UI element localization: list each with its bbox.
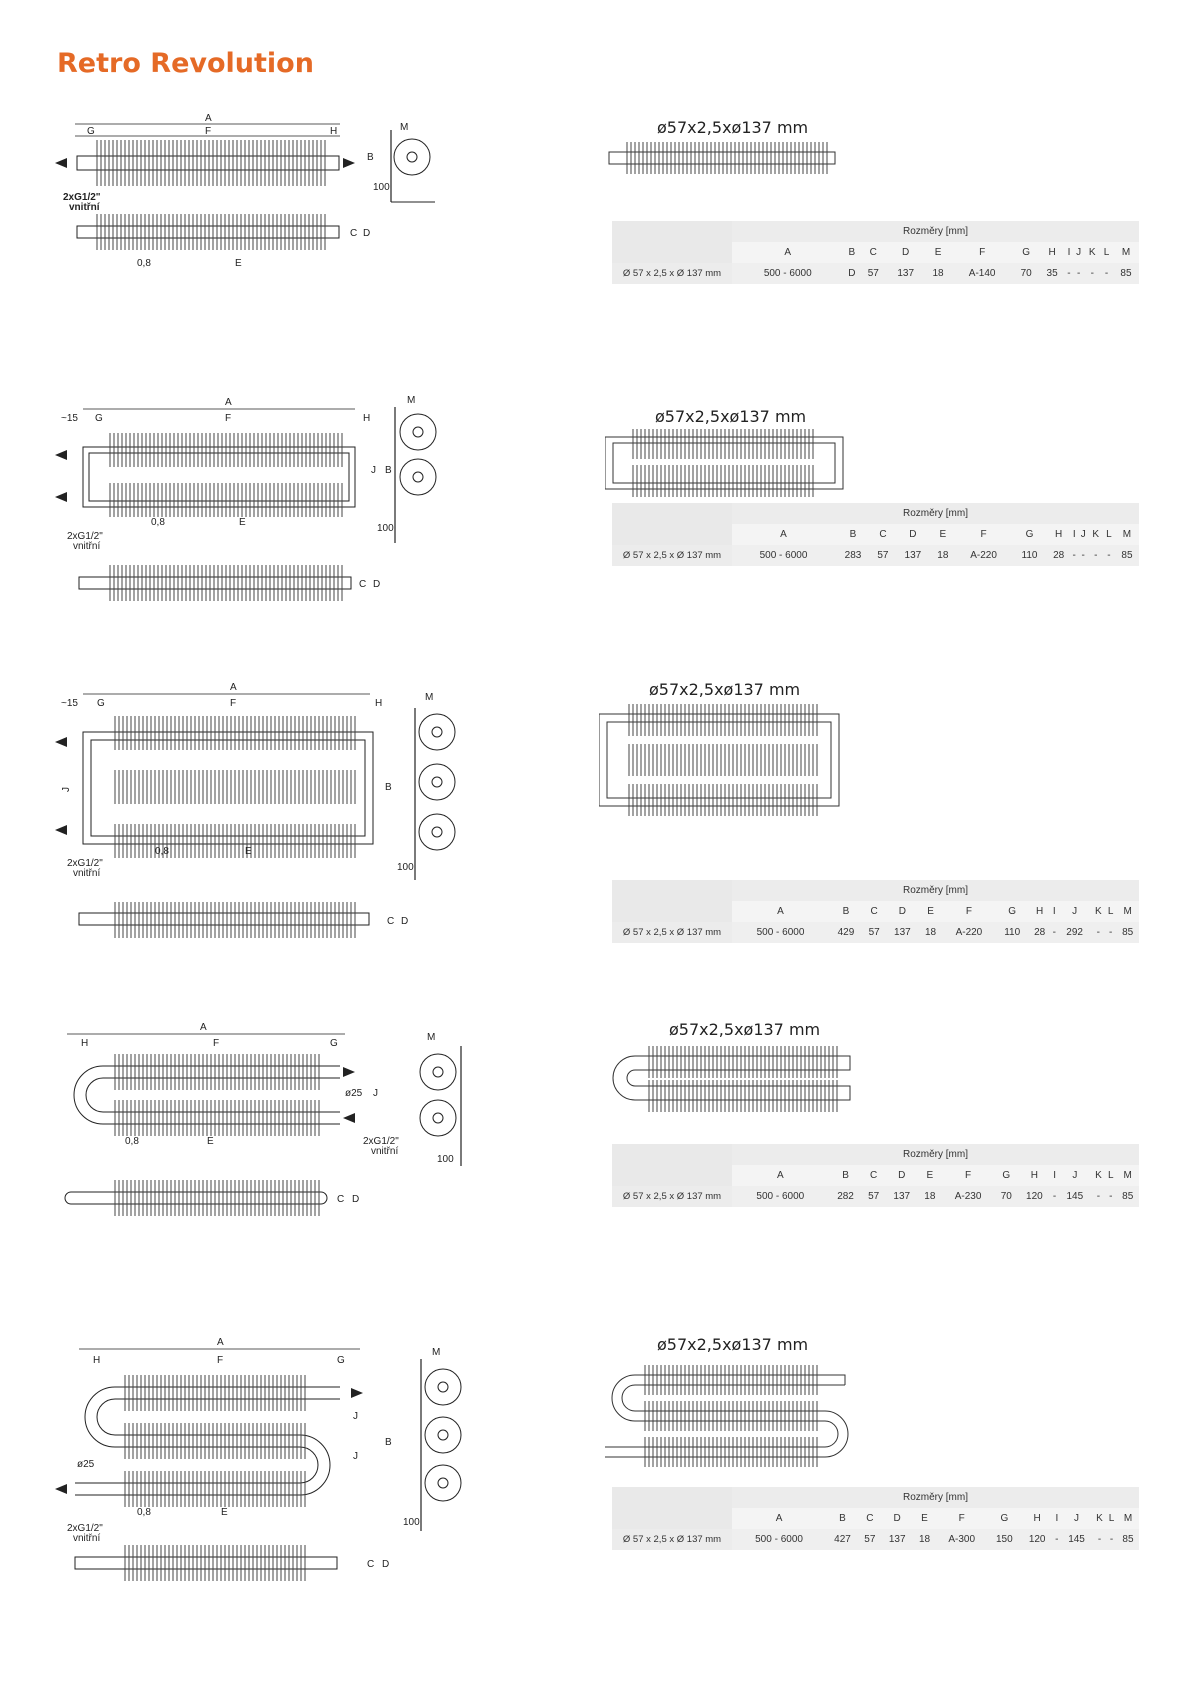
dimensions-header: Rozměry [mm] [732, 221, 1139, 242]
svg-text:2xG1/2": 2xG1/2" [67, 1523, 103, 1534]
svg-text:2xG1/2": 2xG1/2" [363, 1136, 399, 1147]
svg-text:E: E [221, 1507, 228, 1518]
table-row: Ø 57 x 2,5 x Ø 137 mm 500 - 6000 D 57 137 18 A-140 70 35 - - - - 85 [612, 263, 1139, 284]
table-row: Ø 57 x 2,5 x Ø 137 mm 500 - 6000 282 57 137 18 A-230 70 120 - 145 - - 85 [612, 1186, 1139, 1207]
dim-c-label: C [350, 228, 358, 239]
svg-text:C: C [387, 916, 395, 927]
arrow-out-icon [55, 825, 67, 835]
technical-drawing-5 [55, 1335, 475, 1585]
svg-text:0,8: 0,8 [137, 1507, 151, 1518]
dim-m-label: M [400, 122, 409, 133]
product-photo-5: ø57x2,5xø137 mm [605, 1335, 865, 1505]
svg-text:H: H [81, 1038, 89, 1049]
svg-text:0,8: 0,8 [151, 517, 165, 528]
spec-table-5: Rozměry [mm] A B C D E F G H I J K L M Ø 57 x 2,5 x Ø 137 mm 500 - 6000 427 57 137 18 A-300 150 120 - 145 - - 85 [612, 1487, 1139, 1550]
svg-text:M: M [407, 395, 416, 406]
arrow-in-icon [55, 737, 67, 747]
svg-text:J: J [61, 787, 72, 792]
svg-text:G: G [330, 1038, 338, 1049]
wall-distance-label: 100 [373, 182, 390, 193]
svg-text:J: J [373, 1088, 378, 1099]
svg-text:A: A [217, 1337, 224, 1348]
svg-text:2xG1/2": 2xG1/2" [67, 858, 103, 869]
svg-text:100: 100 [377, 523, 394, 534]
svg-text:2xG1/2": 2xG1/2" [67, 531, 103, 542]
arrow-in-icon [351, 1388, 363, 1398]
variant-section-4 [0, 1020, 1190, 1240]
arrow-out-icon [55, 1484, 67, 1494]
arrow-out-icon [55, 492, 67, 502]
dim-d-label: D [363, 228, 371, 239]
svg-text:M: M [427, 1032, 436, 1043]
svg-text:100: 100 [397, 862, 414, 873]
arrow-in-icon [55, 158, 67, 168]
svg-text:G: G [97, 698, 105, 709]
svg-text:vnitřní: vnitřní [73, 868, 101, 879]
svg-text:B: B [385, 465, 392, 476]
svg-text:vnitřní: vnitřní [73, 1533, 101, 1544]
svg-text:B: B [385, 782, 392, 793]
svg-text:C: C [337, 1194, 345, 1205]
table-row: Ø 57 x 2,5 x Ø 137 mm 500 - 6000 283 57 137 18 A-220 110 28 - - - - 85 [612, 545, 1139, 566]
technical-drawing-4 [55, 1020, 475, 1230]
svg-text:A: A [200, 1022, 207, 1033]
dim-e-label: E [235, 258, 242, 269]
product-photo-2: ø57x2,5xø137 mm [605, 395, 865, 565]
svg-text:~15: ~15 [61, 698, 78, 709]
svg-text:D: D [352, 1194, 360, 1205]
product-caption: ø57x2,5xø137 mm [657, 118, 809, 137]
variant-section-3 [0, 680, 1190, 950]
page-title: Retro Revolution [57, 48, 314, 79]
svg-text:G: G [95, 413, 103, 424]
svg-text:J: J [353, 1451, 358, 1462]
svg-text:D: D [401, 916, 409, 927]
svg-text:H: H [363, 413, 371, 424]
svg-text:0,8: 0,8 [125, 1136, 139, 1147]
table-row: Ø 57 x 2,5 x Ø 137 mm 500 - 6000 427 57 137 18 A-300 150 120 - 145 - - 85 [612, 1529, 1139, 1550]
arrow-out-icon [343, 1113, 355, 1123]
arrow-out-icon [343, 158, 355, 168]
svg-text:ø25: ø25 [77, 1459, 95, 1470]
spec-table-4: Rozměry [mm] A B C D E F G H I J K L M Ø 57 x 2,5 x Ø 137 mm 500 - 6000 282 57 137 18 A-230 70 120 - 145 - - 85 [612, 1144, 1139, 1207]
svg-text:C: C [359, 579, 367, 590]
svg-text:vnitřní: vnitřní [371, 1146, 399, 1157]
svg-text:ø25: ø25 [345, 1088, 363, 1099]
svg-text:H: H [93, 1355, 101, 1366]
variant-section-2 [0, 395, 1190, 625]
dim-f-label: F [205, 126, 212, 137]
technical-drawing-2 [55, 395, 475, 615]
svg-text:G: G [337, 1355, 345, 1366]
dim-g-label: G [87, 126, 95, 137]
svg-text:E: E [245, 846, 252, 857]
product-photo-3: ø57x2,5xø137 mm [605, 680, 865, 850]
svg-text:H: H [375, 698, 383, 709]
svg-text:F: F [213, 1038, 220, 1049]
fitting-label: 2xG1/2" [63, 192, 101, 203]
svg-text:~15: ~15 [61, 413, 78, 424]
arrow-in-icon [343, 1067, 355, 1077]
variant-section-1 [0, 110, 1190, 310]
svg-text:J: J [353, 1411, 358, 1422]
svg-text:E: E [239, 517, 246, 528]
svg-text:F: F [225, 413, 232, 424]
svg-text:E: E [207, 1136, 214, 1147]
spec-table-2: Rozměry [mm] A B C D E F G H I J K L M Ø 57 x 2,5 x Ø 137 mm 500 - 6000 283 57 137 18 A-220 110 28 - - - - 85 [612, 503, 1139, 566]
svg-text:D: D [373, 579, 381, 590]
technical-drawing-1 [55, 110, 475, 290]
product-photo-4: ø57x2,5xø137 mm [605, 1020, 865, 1190]
svg-text:A: A [225, 397, 232, 408]
spec-table-3: Rozměry [mm] A B C D E F G H I J K L M Ø 57 x 2,5 x Ø 137 mm 500 - 6000 429 57 137 18 A-220 110 28 - 292 - - 85 [612, 880, 1139, 943]
dim-a-label: A [205, 113, 212, 124]
svg-text:M: M [432, 1347, 441, 1358]
fitting-sub-label: vnitřní [69, 202, 100, 213]
svg-text:F: F [217, 1355, 224, 1366]
fins-bottom-1 [97, 214, 325, 250]
technical-drawing-3 [55, 680, 475, 950]
dim-b-label: B [367, 152, 374, 163]
variant-section-5 [0, 1335, 1190, 1595]
svg-text:100: 100 [437, 1154, 454, 1165]
svg-text:D: D [382, 1559, 390, 1570]
table-row: Ø 57 x 2,5 x Ø 137 mm 500 - 6000 429 57 137 18 A-220 110 28 - 292 - - 85 [612, 922, 1139, 943]
svg-text:F: F [230, 698, 237, 709]
fins-top-1 [97, 140, 325, 186]
svg-text:100: 100 [403, 1517, 420, 1528]
spec-table-1: Rozměry [mm] A B C D E F G H I J K L M Ø 57 x 2,5 x Ø 137 mm 500 - 6000 D 57 137 18 A-140 70 35 - - - - 85 [612, 221, 1139, 284]
svg-text:M: M [425, 692, 434, 703]
fin-pitch-label: 0,8 [137, 258, 151, 269]
svg-text:J: J [371, 465, 376, 476]
svg-text:C: C [367, 1559, 375, 1570]
svg-text:A: A [230, 682, 237, 693]
svg-text:0,8: 0,8 [155, 846, 169, 857]
svg-text:vnitřní: vnitřní [73, 541, 101, 552]
svg-text:B: B [385, 1437, 392, 1448]
arrow-in-icon [55, 450, 67, 460]
dim-h-label: H [330, 126, 338, 137]
